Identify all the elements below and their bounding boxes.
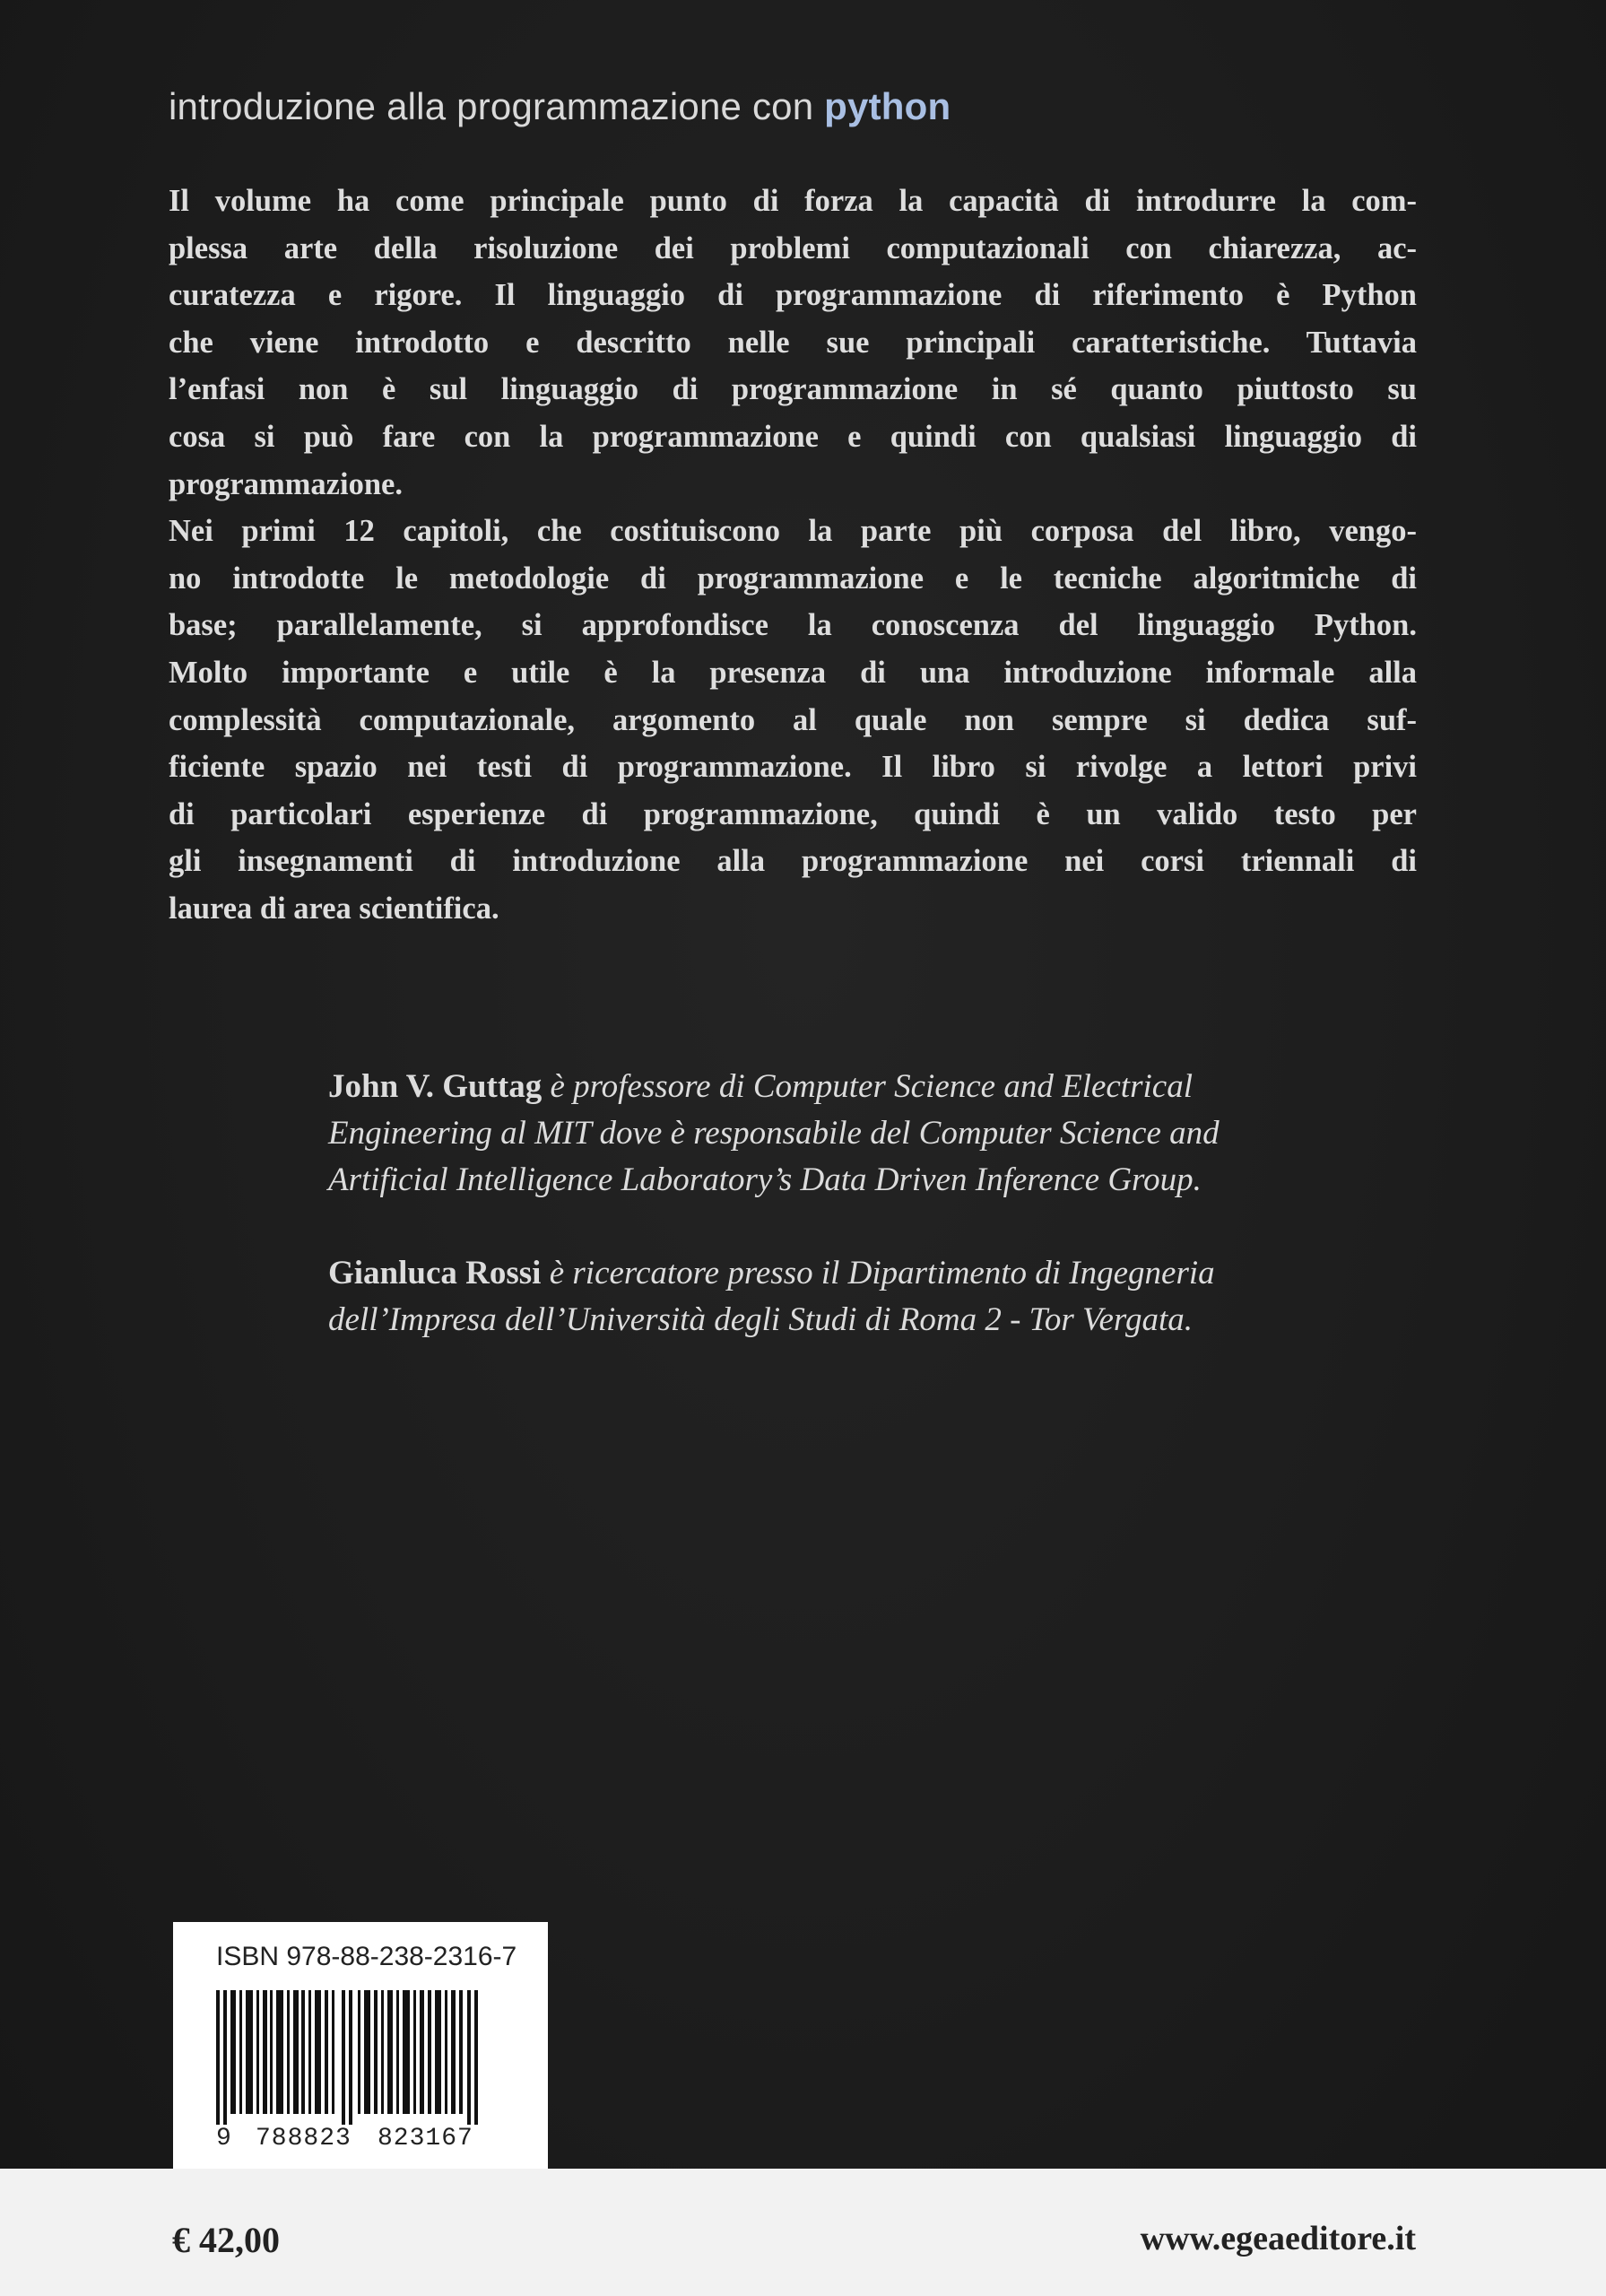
description-line: programmazione. xyxy=(169,466,403,501)
bio-text: è professore di Computer Science and Electrical xyxy=(542,1068,1193,1105)
author-bio-guttag xyxy=(328,1064,1417,1204)
description-line: curatezza e rigore. Il linguaggio di programmazione di riferimento è Python xyxy=(169,278,1417,313)
bio-line: Engineering al MIT dove è responsabile del Computer Science and xyxy=(328,1115,1220,1152)
description-line: ficiente spazio nei testi di programmazione. Il libro si rivolge a lettori privi xyxy=(169,750,1417,785)
description-line: di particolari esperienze di programmazione, quindi è un valido testo per xyxy=(169,796,1417,831)
description-line: cosa si può fare con la programmazione e quindi con qualsiasi linguaggio di xyxy=(169,419,1417,454)
footer-band xyxy=(0,2169,1606,2296)
description-line: laurea di area scientifica. xyxy=(169,891,499,926)
author-name: John V. Guttag xyxy=(328,1068,543,1105)
series-title xyxy=(169,85,951,128)
barcode-icon xyxy=(216,1990,503,2125)
description-line: base; parallelamente, si approfondisce la conoscenza del linguaggio Python. xyxy=(169,608,1417,643)
description-line: Il volume ha come principale punto di forza la capacità di introdurre la com- xyxy=(169,184,1417,218)
book-description xyxy=(169,178,1417,933)
price: € 42,00 xyxy=(172,2220,280,2260)
description-line: l’enfasi non è sul linguaggio di programmazione in sé quanto piuttosto su xyxy=(169,372,1417,407)
publisher-website: www.egeaeditore.it xyxy=(1140,2220,1416,2257)
author-bio-rossi xyxy=(328,1250,1417,1344)
description-line: plessa arte della risoluzione dei problemi computazionali con chiarezza, ac- xyxy=(169,230,1417,265)
bio-line: dell’Impresa dell’Università degli Studi di Roma 2 - Tor Vergata. xyxy=(328,1301,1193,1338)
author-name: Gianluca Rossi xyxy=(328,1255,542,1292)
isbn-barcode-box xyxy=(173,1922,548,2169)
bio-line: Artificial Intelligence Laboratory’s Data Driven Inference Group. xyxy=(328,1161,1202,1198)
isbn-label: ISBN 978-88-238-2316-7 xyxy=(216,1942,517,1971)
description-line: gli insegnamenti di introduzione alla programmazione nei corsi triennali di xyxy=(169,844,1417,879)
description-line: complessità computazionale, argomento al quale non sempre si dedica suf- xyxy=(169,702,1417,737)
description-line: che viene introdotto e descritto nelle sue principali caratteristiche. Tuttavia xyxy=(169,325,1417,360)
series-title-prefix: introduzione alla programmazione con xyxy=(169,85,814,127)
ean-digit: 9 xyxy=(216,2125,231,2152)
bio-line xyxy=(328,1064,1417,1110)
description-line: Nei primi 12 capitoli, che costituiscono la parte più corposa del libro, vengo- xyxy=(169,514,1417,549)
ean-digits-left: 788823 xyxy=(256,2125,352,2152)
series-title-python: python xyxy=(824,85,951,127)
bio-line xyxy=(328,1250,1417,1297)
bio-text: è ricercatore presso il Dipartimento di Ingegneria xyxy=(541,1255,1215,1292)
ean-digits-right: 823167 xyxy=(378,2125,473,2152)
description-line: Molto importante e utile è la presenza di una introduzione informale alla xyxy=(169,655,1417,690)
description-line: no introdotte le metodologie di programmazione e le tecniche algoritmiche di xyxy=(169,561,1417,596)
